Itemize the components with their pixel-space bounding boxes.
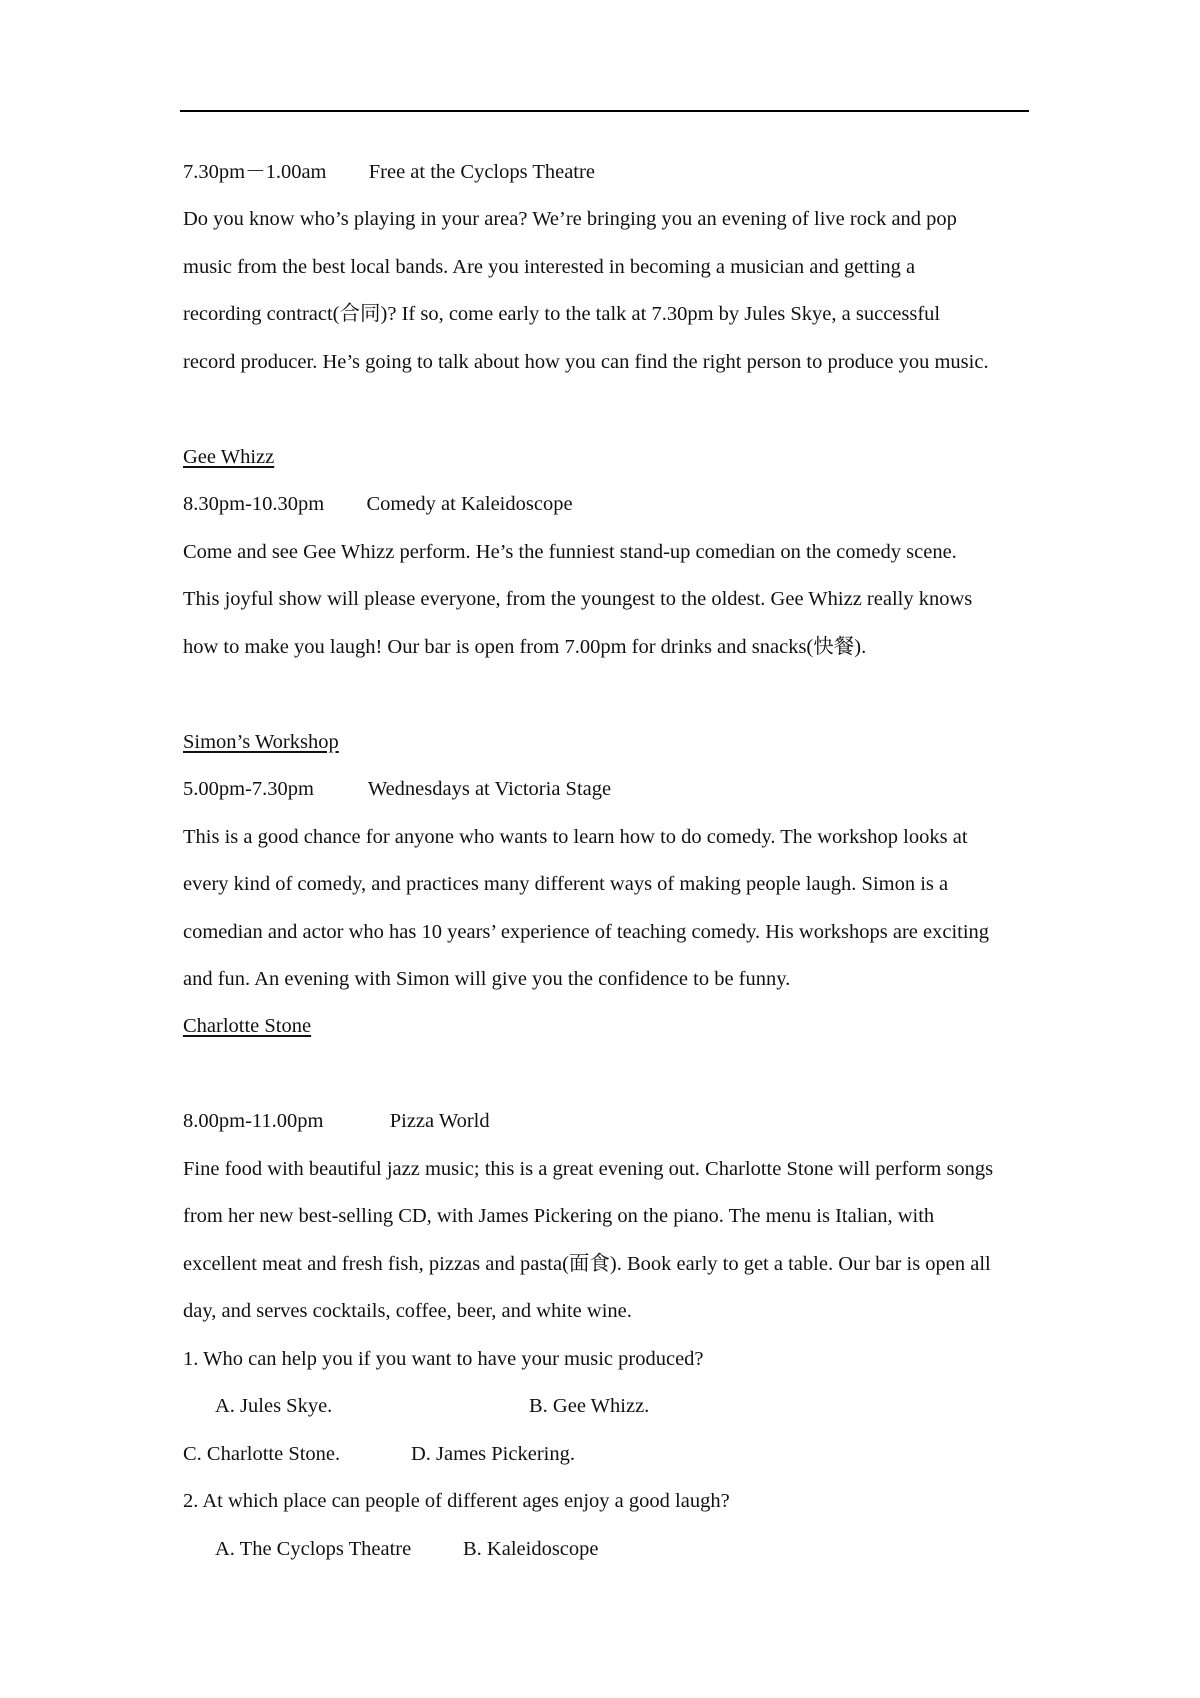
question-2-option-b: B. Kaleidoscope: [463, 1538, 599, 1560]
section2-schedule: [183, 492, 573, 516]
section4-body-line: day, and serves cocktails, coffee, beer, and white wine.: [183, 1300, 632, 1322]
section4-title: Charlotte Stone: [183, 1015, 312, 1037]
section2-time: 8.30pm-10.30pm: [183, 493, 325, 515]
section3-body-line: This is a good chance for anyone who wants to learn how to do comedy. The workshop looks at: [183, 826, 968, 848]
section3-schedule: [183, 777, 611, 801]
section1-schedule: [183, 160, 595, 184]
section4-time: 8.00pm-11.00pm: [183, 1110, 324, 1132]
section3-time: 5.00pm-7.30pm: [183, 778, 314, 800]
question-1-option-c: C. Charlotte Stone.: [183, 1443, 341, 1465]
section1-body-line: music from the best local bands. Are you interested in becoming a musician and getting a: [183, 256, 916, 278]
question-2: 2. At which place can people of different ages enjoy a good laugh?: [183, 1490, 730, 1512]
question-1: 1. Who can help you if you want to have your music produced?: [183, 1348, 704, 1370]
section1-time: 7.30pm－1.00am: [183, 161, 327, 183]
section2-title: Gee Whizz: [183, 446, 275, 468]
section2-body-line: Come and see Gee Whizz perform. He’s the funniest stand-up comedian on the comedy scene.: [183, 541, 957, 563]
section4-body-line: Fine food with beautiful jazz music; this is a great evening out. Charlotte Stone will perform songs: [183, 1158, 994, 1180]
question-1-option-d: D. James Pickering.: [411, 1443, 575, 1465]
question-1-option-b: B. Gee Whizz.: [529, 1395, 650, 1417]
section2-body-line: This joyful show will please everyone, from the youngest to the oldest. Gee Whizz really knows: [183, 588, 973, 610]
section3-body-line: and fun. An evening with Simon will give you the confidence to be funny.: [183, 968, 791, 990]
section1-body-line: recording contract(合同)? If so, come early to the talk at 7.30pm by Jules Skye, a successful: [183, 303, 941, 325]
section2-body-line: how to make you laugh! Our bar is open from 7.00pm for drinks and snacks(快餐).: [183, 636, 867, 658]
section3-body-line: every kind of comedy, and practices many different ways of making people laugh. Simon is a: [183, 873, 949, 895]
section4-venue: Pizza World: [389, 1110, 490, 1132]
header-rule: [180, 110, 1029, 112]
section2-venue: Comedy at Kaleidoscope: [366, 493, 573, 515]
section4-body-line: from her new best-selling CD, with James Pickering on the piano. The menu is Italian, with: [183, 1205, 935, 1227]
section4-schedule: [183, 1109, 490, 1133]
section1-venue: Free at the Cyclops Theatre: [368, 161, 595, 183]
section1-body-line: Do you know who’s playing in your area? We’re bringing you an evening of live rock and pop: [183, 208, 957, 230]
question-2-option-a: A. The Cyclops Theatre: [215, 1538, 412, 1560]
section3-venue: Wednesdays at Victoria Stage: [367, 778, 612, 800]
section3-title: Simon’s Workshop: [183, 731, 339, 753]
question-1-option-a: A. Jules Skye.: [215, 1395, 333, 1417]
section3-body-line: comedian and actor who has 10 years’ experience of teaching comedy. His workshops are exciting: [183, 921, 990, 943]
section1-body-line: record producer. He’s going to talk about how you can find the right person to produce you music.: [183, 351, 989, 373]
section4-body-line: excellent meat and fresh fish, pizzas and pasta(面食). Book early to get a table. Our bar is open all: [183, 1253, 991, 1275]
